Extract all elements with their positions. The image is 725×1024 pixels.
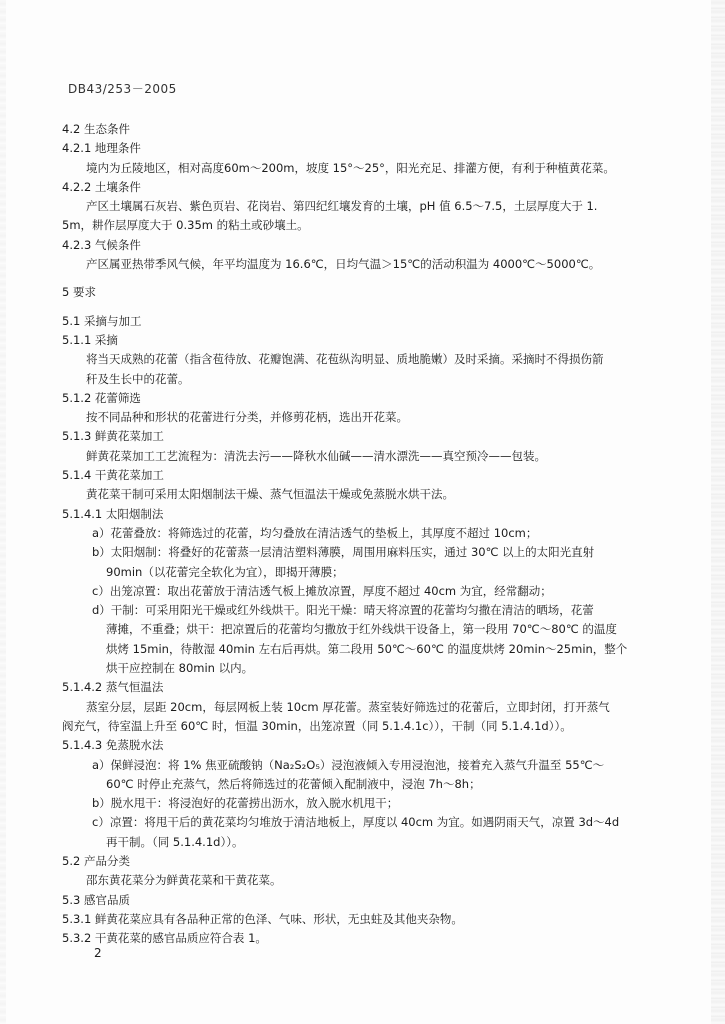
- section-heading: 5.2 产品分类: [62, 853, 130, 868]
- text-line: 境内为丘陵地区，相对高度60m～200m，坡度 15°～25°，阳光充足、排灌方便，有利于种植黄花菜。: [86, 160, 615, 175]
- text-line: 薄摊，不重叠；烘干：把凉置后的花蕾均匀撒放于红外线烘干设备上，第一段用 70℃～80℃ 的温度: [106, 622, 617, 637]
- text-line: 将当天成熟的花蕾（指含苞待放、花瓣饱满、花苞纵沟明显、质地脆嫩）及时采摘。采摘时不得损伤箭: [86, 352, 604, 367]
- section-heading: 5.3.2 干黄花菜的感官品质应符合表 1。: [62, 931, 267, 946]
- text-line: 蒸室分层，层距 20cm，每层网板上装 10cm 厚花蕾。蒸室装好筛选过的花蕾后，立即封闭，打开蒸气: [86, 699, 610, 714]
- section-heading: 5.1.1 采摘: [62, 332, 118, 347]
- text-line: b）太阳烟制：将叠好的花蕾蒸一层清洁塑料薄膜，周围用麻料压实，通过 30℃ 以上的太阳光直射: [92, 545, 595, 560]
- spacer: [62, 303, 662, 312]
- document-code: DB43/253－2005: [68, 82, 177, 96]
- text-line: c）出笼凉置：取出花蕾放于清洁透气板上摊放凉置，厚度不超过 40cm 为宜，经常翻动；: [92, 583, 552, 598]
- text-line: 烘干应控制在 80min 以内。: [106, 661, 254, 676]
- page-number: 2: [94, 946, 102, 960]
- text-line: 烘烤 15min，待散湿 40min 左右后再烘。第二段用 50℃～60℃ 的温度烘烤 20min～25min，整个: [106, 641, 628, 656]
- section-heading: 5.1.4.2 蒸气恒温法: [62, 680, 164, 695]
- text-line: 90min（以花蕾完全软化为宜），即揭开薄膜；: [106, 564, 344, 579]
- section-heading: 5.1.4.1 太阳烟制法: [62, 506, 164, 521]
- text-line: 邵东黄花菜分为鲜黄花菜和干黄花菜。: [86, 873, 282, 888]
- section-heading: 5.3 感官品质: [62, 892, 130, 907]
- text-line: 产区土壤属石灰岩、紫色页岩、花岗岩、第四纪红壤发育的土壤，pH 值 6.5～7.5，土层厚度大于 1.: [86, 199, 598, 214]
- section-heading: 4.2.3 气候条件: [62, 237, 141, 252]
- text-line: 阀充气，待室温上升至 60℃ 时，恒温 30min，出笼凉置（同 5.1.4.1c）），干制（同 5.1.4.1d））。: [62, 718, 572, 733]
- scan-edge-right: [711, 0, 725, 1024]
- section-heading: 4.2.1 地理条件: [62, 141, 141, 156]
- text-line: d）干制：可采用阳光干燥或红外线烘干。阳光干燥：晴天将凉置的花蕾均匀撒在清洁的晒场，花蕾: [92, 603, 594, 618]
- text-line: b）脱水甩干：将浸泡好的花蕾捞出沥水，放入脱水机甩干；: [92, 796, 399, 811]
- text-line: 秆及生长中的花蕾。: [86, 371, 190, 386]
- scan-edge-left: [0, 0, 6, 1024]
- text-line: 黄花菜干制可采用太阳烟制法干燥、蒸气恒温法干燥或免蒸脱水烘干法。: [86, 487, 454, 502]
- section-heading: 5.3.1 鲜黄花菜应具有各品种正常的色泽、气味、形状，无虫蛀及其他夹杂物。: [62, 911, 463, 926]
- section-heading: 5.1.2 花蕾筛选: [62, 390, 141, 405]
- spacer: [62, 274, 662, 283]
- text-line: a）花蕾叠放：将筛选过的花蕾，均匀叠放在清洁透气的垫板上，其厚度不超过 10cm；: [92, 525, 538, 540]
- text-line: 再干制。（同 5.1.4.1d））。: [106, 834, 244, 849]
- section-heading: 5 要求: [62, 285, 96, 300]
- text-line: 产区属亚热带季风气候，年平均温度为 16.6℃，日均气温＞15℃的活动积温为 4000℃～5000℃。: [86, 257, 601, 272]
- section-heading: 4.2.2 土壤条件: [62, 179, 141, 194]
- text-line: a）保鲜浸泡：将 1% 焦亚硫酸钠（Na₂S₂O₅）浸泡液倾入专用浸泡池，接着充入蒸气升温至 55℃～: [92, 757, 605, 772]
- section-heading: 5.1.3 鲜黄花菜加工: [62, 429, 164, 444]
- text-line: c）凉置：将甩干后的黄花菜均匀堆放于清洁地板上，厚度以 40cm 为宜。如遇阴雨天气，凉置 3d～4d: [92, 815, 620, 830]
- section-heading: 4.2 生态条件: [62, 122, 130, 136]
- document-body: [62, 120, 662, 948]
- section-heading: 5.1 采摘与加工: [62, 313, 142, 328]
- text-line: 60℃ 时停止充蒸气，然后将筛选过的花蕾倾入配制液中，浸泡 7h～8h；: [106, 776, 481, 791]
- section-heading: 5.1.4.3 免蒸脱水法: [62, 738, 164, 753]
- text-line: 按不同品种和形状的花蕾进行分类，并修剪花柄，选出开花菜。: [86, 410, 408, 425]
- section-heading: 5.1.4 干黄花菜加工: [62, 468, 164, 483]
- text-line: 鲜黄花菜加工工艺流程为：清洗去污——降秋水仙碱——清水漂洗——真空预冷——包装。: [86, 448, 546, 463]
- text-line: 5m，耕作层厚度大于 0.35m 的粘土或砂壤土。: [62, 218, 309, 233]
